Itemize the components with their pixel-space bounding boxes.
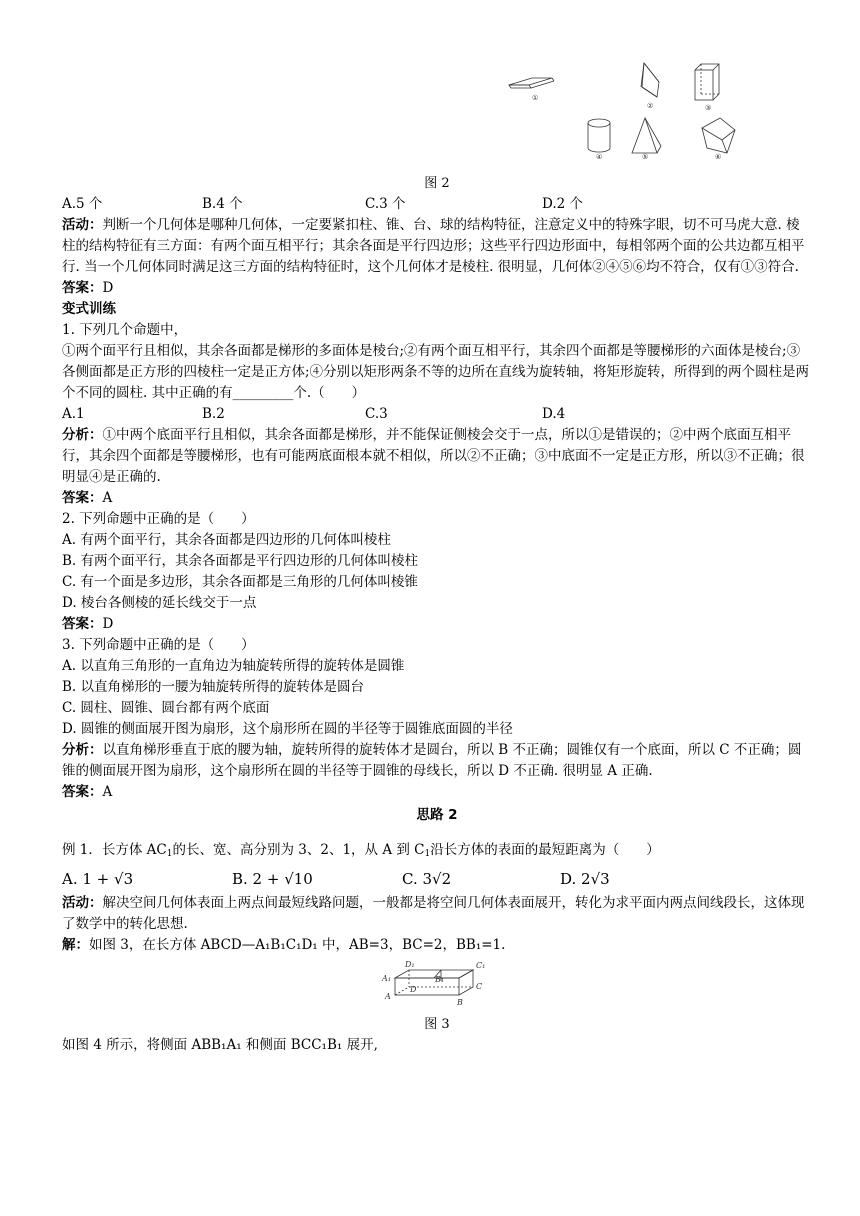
- option-d: D.4: [542, 406, 566, 422]
- option-d: D.2 个: [542, 196, 584, 212]
- q2-option-a: A. 有两个面平行，其余各面都是四边形的几何体叫棱柱: [62, 532, 391, 548]
- example-1-options: [62, 865, 812, 893]
- answer-value: A: [102, 490, 113, 506]
- section-2-title: 思路 2: [416, 807, 458, 823]
- option-c: C.3 个: [365, 196, 406, 212]
- figure-3-caption: 图 3: [424, 1016, 450, 1032]
- option-d: D. 2√3: [560, 869, 610, 888]
- answer-value: D: [102, 280, 114, 296]
- q1-analysis: [62, 425, 812, 488]
- q1-stem: 1. 下列几个命题中，: [62, 322, 188, 338]
- example-1-solution: [62, 935, 812, 956]
- answer-label: 答案：: [62, 784, 103, 800]
- stem-subscript-2: 1: [424, 848, 431, 859]
- stem-part-a: 例 1．长方体 AC: [62, 841, 167, 858]
- cuboid-diagram: [377, 956, 497, 1011]
- answer-value: A: [102, 784, 113, 800]
- stem-part-c: 沿长方体的表面的最短距离为（ ）: [430, 841, 660, 858]
- fig2-label-4: ④: [596, 153, 603, 161]
- q2-answer: [62, 614, 812, 635]
- option-b: B.4 个: [202, 196, 243, 212]
- answer-label: 答案：: [62, 490, 103, 506]
- figure-3: [62, 956, 812, 1015]
- option-b: B.2: [202, 406, 225, 422]
- label-c1: C₁: [476, 960, 486, 970]
- fig2-label-3: ③: [705, 104, 712, 112]
- activity-label: 活动：: [62, 894, 103, 911]
- q3-option-b: B. 以直角梯形的一腰为轴旋转所得的旋转体是圆台: [62, 679, 365, 695]
- q3-stem: 3. 下列命题中正确的是（ ）: [62, 637, 255, 653]
- q0-options: [62, 194, 812, 215]
- answer-value: D: [102, 616, 114, 632]
- answer-label: 答案：: [62, 616, 103, 632]
- q3-answer: [62, 782, 812, 803]
- q2-option-b: B. 有两个面平行，其余各面都是平行四边形的几何体叫棱柱: [62, 553, 419, 569]
- label-a: A: [385, 991, 391, 1001]
- q3-option-d: D. 圆锥的侧面展开图为扇形，这个扇形所在圆的半径等于圆锥底面圆的半径: [62, 721, 513, 737]
- label-b1: B₁: [435, 974, 445, 984]
- q3-analysis: [62, 740, 812, 782]
- answer-label: 答案：: [62, 280, 103, 296]
- option-a: A.5 个: [62, 196, 103, 212]
- fig2-label-5: ⑤: [642, 153, 649, 161]
- analysis-label: 分析：: [62, 427, 103, 443]
- option-a: A. 1 + √3: [62, 869, 134, 888]
- q2-stem: 2. 下列命题中正确的是（ ）: [62, 511, 255, 527]
- document-page: [62, 60, 812, 1056]
- q1-options: [62, 404, 812, 425]
- solids-diagram: [287, 60, 722, 161]
- example-1-activity: [62, 893, 812, 935]
- practice-title: 变式训练: [62, 301, 116, 317]
- figure-2-caption: 图 2: [424, 176, 450, 191]
- label-d: D: [410, 984, 417, 994]
- final-line: 如图 4 所示，将侧面 ABB₁A₁ 和侧面 BCC₁B₁ 展开,: [62, 1036, 378, 1053]
- option-a: A.1: [62, 406, 85, 422]
- fig2-label-1: ①: [532, 94, 539, 102]
- solution-text: 如图 3，在长方体 ABCD—A₁B₁C₁D₁ 中，AB=3，BC=2，BB₁=1.: [89, 936, 506, 953]
- q2-option-c: C. 有一个面是多边形，其余各面都是三角形的几何体叫棱锥: [62, 574, 418, 590]
- q2-option-d: D. 棱台各侧棱的延长线交于一点: [62, 595, 257, 611]
- activity-text: 判断一个几何体是哪种几何体，一定要紧扣柱、锥、台、球的结构特征，注意定义中的特殊字眼，切不可马虎大意. 棱柱的结构特征有三方面：有两个面互相平行；其余各面是平行四边形；这些平行四边形面中，每相邻两个面的公共边都互相平行. 当一个几何体同时满足这三方面的结构特征时，这个几何体才是棱柱. 很明显，几何体②④⑤⑥均不符合，仅有①③符合.: [62, 217, 805, 275]
- label-b: B: [457, 997, 463, 1007]
- label-d1: D₁: [405, 959, 415, 969]
- label-c: C: [476, 981, 483, 991]
- q1-body: ①两个面平行且相似，其余各面都是梯形的多面体是棱台;②有两个面互相平行，其余四个面都是等腰梯形的六面体是棱台;③各侧面都是正方形的四棱柱一定是正方体;④分别以矩形两条不等的边所在直线为旋转轴，将矩形旋转，所得到的两个圆柱是两个不同的圆柱. 其中正确的有_________个.（ ）: [62, 343, 810, 401]
- q1-answer: [62, 488, 812, 509]
- analysis-text: ①中两个底面平行且相似，其余各面都是梯形，并不能保证侧棱会交于一点，所以①是错误的；②中两个底面互相平行，其余四个面都是等腰梯形，也有可能两底面根本就不相似，所以②不正确；③中底面不一定是正方形，所以③不正确；很明显④是正确的.: [62, 427, 805, 485]
- activity-text: 解决空间几何体表面上两点间最短线路问题，一般都是将空间几何体表面展开，转化为求平面内两点间线段长，这体现了数学中的转化思想.: [62, 894, 805, 932]
- label-a1: A₁: [382, 973, 391, 983]
- option-b: B. 2 + √10: [232, 869, 313, 888]
- stem-subscript: 1: [166, 848, 173, 859]
- q3-option-a: A. 以直角三角形的一直角边为轴旋转所得的旋转体是圆锥: [62, 658, 405, 674]
- example-1-stem: [62, 840, 812, 865]
- analysis-text: 以直角梯形垂直于底的腰为轴，旋转所得的旋转体才是圆台，所以 B 不正确；圆锥仅有一个底面，所以 C 不正确；圆锥的侧面展开图为扇形，这个扇形所在圆的半径等于圆锥的母线长，所以 D 不正确. 很明显 A 正确.: [62, 742, 802, 779]
- option-c: C.3: [365, 406, 388, 422]
- figure-2: [62, 60, 812, 164]
- stem-part-b: 的长、宽、高分别为 3、2、1，从 A 到 C: [172, 841, 425, 858]
- analysis-label: 分析：: [62, 742, 103, 758]
- option-c: C. 3√2: [402, 869, 452, 888]
- activity-paragraph: [62, 215, 812, 278]
- activity-label: 活动：: [62, 217, 103, 233]
- q3-option-c: C. 圆柱、圆锥、圆台都有两个底面: [62, 700, 270, 716]
- solution-label: 解：: [62, 936, 89, 953]
- answer-line: [62, 278, 812, 299]
- fig2-label-6: ⑥: [715, 153, 722, 161]
- fig2-label-2: ②: [647, 102, 654, 110]
